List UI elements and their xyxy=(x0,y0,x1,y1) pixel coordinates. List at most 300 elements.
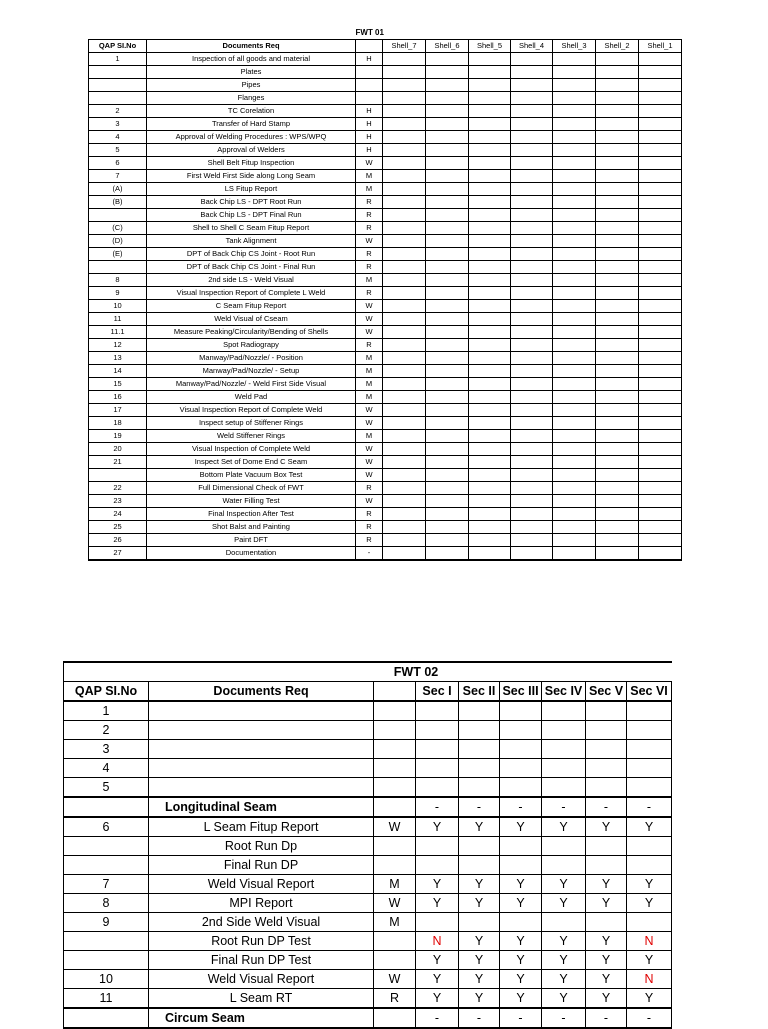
shell-cell xyxy=(383,66,426,79)
shell-cell xyxy=(383,209,426,222)
shell-cell xyxy=(511,196,553,209)
status-cell: Y xyxy=(416,989,459,1009)
inspection-code: R xyxy=(356,209,383,222)
shell-cell xyxy=(553,261,596,274)
document-name: Full Dimensional Check of FWT xyxy=(147,482,356,495)
shell-cell xyxy=(553,66,596,79)
qap-number: (C) xyxy=(89,222,147,235)
document-name xyxy=(149,759,374,778)
shell-cell xyxy=(639,534,682,547)
status-cell: Y xyxy=(416,817,459,837)
qap-number: 8 xyxy=(89,274,147,287)
fwt01-row xyxy=(89,157,682,170)
inspection-code: W xyxy=(356,456,383,469)
document-name: Weld Visual of Cseam xyxy=(147,313,356,326)
shell-cell xyxy=(383,248,426,261)
fwt02-blank xyxy=(459,662,672,682)
shell-cell xyxy=(426,248,469,261)
shell-cell xyxy=(426,443,469,456)
shell-cell xyxy=(596,326,639,339)
shell-cell xyxy=(596,170,639,183)
shell-cell xyxy=(553,521,596,534)
shell-cell xyxy=(639,170,682,183)
qap-number xyxy=(89,261,147,274)
shell-cell xyxy=(511,339,553,352)
qap-number: 12 xyxy=(89,339,147,352)
qap-number: 24 xyxy=(89,508,147,521)
status-cell: Y xyxy=(416,894,459,913)
status-cell xyxy=(459,701,500,721)
shell-cell xyxy=(596,443,639,456)
shell-cell xyxy=(426,495,469,508)
shell-cell xyxy=(469,534,511,547)
fwt02-col-section: Sec VI xyxy=(627,682,672,702)
status-cell xyxy=(627,759,672,778)
shell-cell xyxy=(383,183,426,196)
inspection-code: W xyxy=(374,970,416,989)
shell-cell xyxy=(553,274,596,287)
fwt01-row xyxy=(89,456,682,469)
shell-cell xyxy=(469,105,511,118)
shell-cell xyxy=(383,144,426,157)
shell-cell xyxy=(639,508,682,521)
status-cell: - xyxy=(627,1008,672,1028)
shell-cell xyxy=(596,521,639,534)
status-cell xyxy=(500,778,542,798)
status-cell xyxy=(500,721,542,740)
qap-number xyxy=(89,209,147,222)
fwt02-row xyxy=(64,875,672,894)
shell-cell xyxy=(553,547,596,561)
inspection-code xyxy=(374,951,416,970)
shell-cell xyxy=(383,287,426,300)
shell-cell xyxy=(511,495,553,508)
shell-cell xyxy=(639,183,682,196)
shell-cell xyxy=(511,222,553,235)
status-cell xyxy=(586,856,627,875)
document-name: 2nd Side Weld Visual xyxy=(149,913,374,932)
inspection-code: R xyxy=(356,196,383,209)
status-cell: Y xyxy=(459,932,500,951)
shell-cell xyxy=(511,378,553,391)
document-name xyxy=(149,701,374,721)
shell-cell xyxy=(511,274,553,287)
shell-cell xyxy=(469,235,511,248)
inspection-code: M xyxy=(356,274,383,287)
shell-cell xyxy=(596,547,639,561)
status-cell xyxy=(542,701,586,721)
status-cell xyxy=(586,740,627,759)
qap-number: 7 xyxy=(89,170,147,183)
qap-number: 9 xyxy=(89,287,147,300)
fwt02-title-row xyxy=(64,662,672,682)
shell-cell xyxy=(639,196,682,209)
fwt01-row xyxy=(89,313,682,326)
status-cell xyxy=(542,721,586,740)
shell-cell xyxy=(639,547,682,561)
shell-cell xyxy=(469,378,511,391)
qap-number xyxy=(64,856,149,875)
shell-cell xyxy=(426,352,469,365)
document-name: First Weld First Side along Long Seam xyxy=(147,170,356,183)
fwt02-row xyxy=(64,951,672,970)
shell-cell xyxy=(383,430,426,443)
shell-cell xyxy=(383,313,426,326)
shell-cell xyxy=(511,430,553,443)
shell-cell xyxy=(596,482,639,495)
shell-cell xyxy=(383,365,426,378)
fwt01-title: FWT 01 xyxy=(356,27,426,40)
inspection-code: W xyxy=(374,817,416,837)
shell-cell xyxy=(639,365,682,378)
shell-cell xyxy=(596,66,639,79)
shell-cell xyxy=(596,79,639,92)
shell-cell xyxy=(639,300,682,313)
status-cell: Y xyxy=(500,894,542,913)
document-name: Root Run DP Test xyxy=(149,932,374,951)
fwt02-col-section: Sec II xyxy=(459,682,500,702)
fwt02-row xyxy=(64,837,672,856)
shell-cell xyxy=(553,352,596,365)
status-cell xyxy=(542,740,586,759)
qap-number: 19 xyxy=(89,430,147,443)
document-name: L Seam Fitup Report xyxy=(149,817,374,837)
fwt01-row xyxy=(89,118,682,131)
status-cell: Y xyxy=(500,970,542,989)
shell-cell xyxy=(383,495,426,508)
shell-cell xyxy=(553,300,596,313)
shell-cell xyxy=(553,391,596,404)
shell-cell xyxy=(426,144,469,157)
qap-number: (D) xyxy=(89,235,147,248)
shell-cell xyxy=(383,391,426,404)
shell-cell xyxy=(469,313,511,326)
fwt01-blank xyxy=(426,27,682,40)
shell-cell xyxy=(511,183,553,196)
status-cell: Y xyxy=(416,875,459,894)
fwt01-row xyxy=(89,79,682,92)
shell-cell xyxy=(553,248,596,261)
status-cell: Y xyxy=(542,951,586,970)
document-name: Transfer of Hard Stamp xyxy=(147,118,356,131)
status-cell xyxy=(416,740,459,759)
document-name: Spot Radiograpy xyxy=(147,339,356,352)
shell-cell xyxy=(511,248,553,261)
shell-cell xyxy=(596,105,639,118)
fwt02-row xyxy=(64,721,672,740)
status-cell xyxy=(416,913,459,932)
shell-cell xyxy=(383,443,426,456)
status-cell: - xyxy=(500,797,542,817)
shell-cell xyxy=(426,105,469,118)
shell-cell xyxy=(639,274,682,287)
status-cell xyxy=(542,778,586,798)
shell-cell xyxy=(596,157,639,170)
document-name: Visual Inspection Report of Complete L Weld xyxy=(147,287,356,300)
shell-cell xyxy=(469,274,511,287)
shell-cell xyxy=(469,326,511,339)
document-name: Weld Visual Report xyxy=(149,875,374,894)
status-cell: Y xyxy=(459,894,500,913)
inspection-code: M xyxy=(374,913,416,932)
shell-cell xyxy=(639,352,682,365)
qap-number: 2 xyxy=(89,105,147,118)
shell-cell xyxy=(469,365,511,378)
status-cell xyxy=(542,837,586,856)
inspection-code: R xyxy=(374,989,416,1009)
shell-cell xyxy=(383,235,426,248)
status-cell xyxy=(627,740,672,759)
shell-cell xyxy=(469,92,511,105)
shell-cell xyxy=(426,521,469,534)
document-name: Final Inspection After Test xyxy=(147,508,356,521)
document-name: Back Chip LS - DPT Root Run xyxy=(147,196,356,209)
inspection-code xyxy=(374,740,416,759)
fwt01-row xyxy=(89,131,682,144)
shell-cell xyxy=(511,287,553,300)
inspection-code: H xyxy=(356,105,383,118)
document-name: DPT of Back Chip CS Joint - Final Run xyxy=(147,261,356,274)
shell-cell xyxy=(426,300,469,313)
section-title: Circum Seam xyxy=(149,1008,374,1028)
status-cell: Y xyxy=(459,817,500,837)
qap-number: 1 xyxy=(89,53,147,66)
shell-cell xyxy=(596,352,639,365)
fwt02-col-docs: Documents Req xyxy=(149,682,374,702)
document-name: Documentation xyxy=(147,547,356,561)
fwt01-row xyxy=(89,326,682,339)
fwt01-blank xyxy=(89,27,356,40)
document-name: MPI Report xyxy=(149,894,374,913)
inspection-code xyxy=(356,92,383,105)
shell-cell xyxy=(426,482,469,495)
qap-number: 5 xyxy=(89,144,147,157)
inspection-code: W xyxy=(356,326,383,339)
shell-cell xyxy=(383,53,426,66)
fwt01-row xyxy=(89,261,682,274)
shell-cell xyxy=(553,482,596,495)
inspection-code: W xyxy=(356,469,383,482)
shell-cell xyxy=(426,274,469,287)
document-name: Plates xyxy=(147,66,356,79)
qap-number: 17 xyxy=(89,404,147,417)
shell-cell xyxy=(553,313,596,326)
fwt01-header-row xyxy=(89,40,682,53)
shell-cell xyxy=(639,417,682,430)
shell-cell xyxy=(511,352,553,365)
shell-cell xyxy=(426,313,469,326)
shell-cell xyxy=(426,131,469,144)
shell-cell xyxy=(469,430,511,443)
shell-cell xyxy=(511,456,553,469)
status-cell: Y xyxy=(500,932,542,951)
shell-cell xyxy=(639,105,682,118)
fwt02-col-section: Sec IV xyxy=(542,682,586,702)
status-cell: - xyxy=(459,797,500,817)
status-cell: Y xyxy=(586,875,627,894)
shell-cell xyxy=(426,196,469,209)
qap-number: 14 xyxy=(89,365,147,378)
shell-cell xyxy=(553,430,596,443)
shell-cell xyxy=(511,300,553,313)
shell-cell xyxy=(553,131,596,144)
shell-cell xyxy=(511,521,553,534)
shell-cell xyxy=(469,547,511,561)
fwt01-row xyxy=(89,170,682,183)
qap-number xyxy=(64,837,149,856)
shell-cell xyxy=(469,469,511,482)
status-cell xyxy=(586,759,627,778)
document-name: Weld Stiffener Rings xyxy=(147,430,356,443)
qap-number xyxy=(89,79,147,92)
shell-cell xyxy=(639,430,682,443)
document-name: Tank Alignment xyxy=(147,235,356,248)
shell-cell xyxy=(553,183,596,196)
shell-cell xyxy=(553,287,596,300)
shell-cell xyxy=(383,92,426,105)
fwt01-row xyxy=(89,443,682,456)
inspection-code: R xyxy=(356,261,383,274)
inspection-code: M xyxy=(356,365,383,378)
fwt01-row xyxy=(89,287,682,300)
fwt02-col-qap: QAP SI.No xyxy=(64,682,149,702)
shell-cell xyxy=(426,92,469,105)
inspection-code: W xyxy=(356,404,383,417)
shell-cell xyxy=(511,131,553,144)
shell-cell xyxy=(383,261,426,274)
fwt01-row xyxy=(89,196,682,209)
status-cell: Y xyxy=(586,989,627,1009)
inspection-code: M xyxy=(356,352,383,365)
shell-cell xyxy=(639,131,682,144)
shell-cell xyxy=(426,66,469,79)
document-name: Manway/Pad/Nozzle/ - Position xyxy=(147,352,356,365)
shell-cell xyxy=(596,417,639,430)
shell-cell xyxy=(511,261,553,274)
shell-cell xyxy=(639,339,682,352)
shell-cell xyxy=(511,547,553,561)
shell-cell xyxy=(596,287,639,300)
shell-cell xyxy=(383,482,426,495)
qap-number: 10 xyxy=(64,970,149,989)
fwt01-row xyxy=(89,495,682,508)
shell-cell xyxy=(553,235,596,248)
status-cell: Y xyxy=(500,817,542,837)
shell-cell xyxy=(596,378,639,391)
shell-cell xyxy=(639,313,682,326)
shell-cell xyxy=(596,456,639,469)
shell-cell xyxy=(639,482,682,495)
inspection-code: W xyxy=(374,894,416,913)
document-name: Root Run Dp xyxy=(149,837,374,856)
status-cell xyxy=(627,778,672,798)
shell-cell xyxy=(469,404,511,417)
status-cell: Y xyxy=(542,817,586,837)
qap-number: 2 xyxy=(64,721,149,740)
shell-cell xyxy=(511,482,553,495)
status-cell: - xyxy=(627,797,672,817)
shell-cell xyxy=(639,66,682,79)
fwt01-row xyxy=(89,352,682,365)
shell-cell xyxy=(469,339,511,352)
shell-cell xyxy=(426,404,469,417)
status-cell: Y xyxy=(459,989,500,1009)
shell-cell xyxy=(553,326,596,339)
inspection-code xyxy=(356,66,383,79)
inspection-code: R xyxy=(356,482,383,495)
status-cell: Y xyxy=(416,951,459,970)
shell-cell xyxy=(511,235,553,248)
status-cell: Y xyxy=(586,932,627,951)
status-cell: Y xyxy=(542,989,586,1009)
qap-number: 27 xyxy=(89,547,147,561)
status-cell xyxy=(500,913,542,932)
shell-cell xyxy=(426,183,469,196)
status-cell xyxy=(542,913,586,932)
shell-cell xyxy=(511,391,553,404)
document-name: C Seam Fitup Report xyxy=(147,300,356,313)
status-cell: Y xyxy=(459,970,500,989)
fwt01-row xyxy=(89,183,682,196)
status-cell xyxy=(416,778,459,798)
shell-cell xyxy=(511,170,553,183)
fwt01-col-qap: QAP SI.No xyxy=(89,40,147,53)
qap-number: 15 xyxy=(89,378,147,391)
shell-cell xyxy=(383,339,426,352)
shell-cell xyxy=(383,196,426,209)
shell-cell xyxy=(469,170,511,183)
shell-cell xyxy=(553,196,596,209)
status-cell: - xyxy=(416,1008,459,1028)
shell-cell xyxy=(511,313,553,326)
inspection-code: W xyxy=(356,157,383,170)
fwt02-row xyxy=(64,856,672,875)
inspection-code: H xyxy=(356,131,383,144)
inspection-code: W xyxy=(356,313,383,326)
document-name: Paint DFT xyxy=(147,534,356,547)
inspection-code xyxy=(374,1008,416,1028)
qap-number: 20 xyxy=(89,443,147,456)
shell-cell xyxy=(596,300,639,313)
shell-cell xyxy=(596,92,639,105)
inspection-code xyxy=(374,778,416,798)
qap-number: 6 xyxy=(89,157,147,170)
fwt01-row xyxy=(89,248,682,261)
shell-cell xyxy=(511,157,553,170)
status-cell xyxy=(459,837,500,856)
shell-cell xyxy=(469,417,511,430)
inspection-code: M xyxy=(356,170,383,183)
shell-cell xyxy=(383,79,426,92)
shell-cell xyxy=(553,469,596,482)
fwt02-row xyxy=(64,817,672,837)
status-cell xyxy=(459,721,500,740)
status-cell xyxy=(586,721,627,740)
shell-cell xyxy=(426,209,469,222)
inspection-code xyxy=(374,837,416,856)
shell-cell xyxy=(596,131,639,144)
inspection-code xyxy=(374,856,416,875)
shell-cell xyxy=(553,157,596,170)
fwt01-row xyxy=(89,300,682,313)
fwt02-row xyxy=(64,894,672,913)
shell-cell xyxy=(469,144,511,157)
shell-cell xyxy=(426,261,469,274)
shell-cell xyxy=(426,430,469,443)
shell-cell xyxy=(596,183,639,196)
status-cell: Y xyxy=(542,932,586,951)
shell-cell xyxy=(511,79,553,92)
